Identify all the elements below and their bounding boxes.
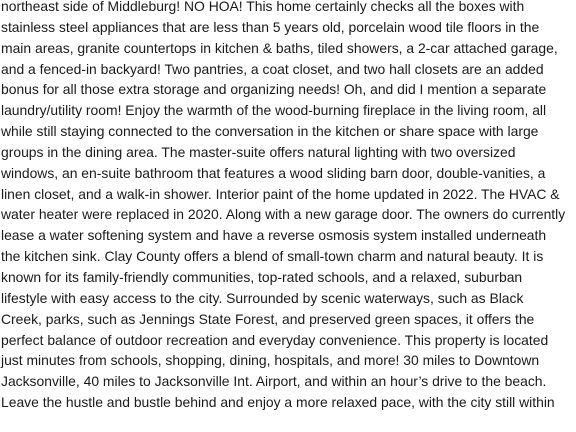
property-description	[1, 0, 576, 413]
description-line: linen closet, and a walk-in shower. Interior paint of the home updated in 2022. The HVAC &	[1, 185, 560, 202]
description-line: groups in the dining area. The master-suite offers natural lighting with two oversized	[1, 143, 516, 160]
description-line: northeast side of Middleburg! NO HOA! This home certainly checks all the boxes with	[1, 0, 525, 14]
description-line: Creek, parks, such as Jennings State Forest, and preserved green spaces, it offers the	[1, 310, 535, 327]
description-line: and a fenced-in backyard! Two pantries, a coat closet, and two hall closets are an added	[1, 60, 544, 77]
description-line: while still staying connected to the conversation in the kitchen or share space with large	[1, 123, 539, 140]
description-line: just minutes from schools, shopping, dining, hospitals, and more! 30 miles to Downtown	[1, 352, 540, 369]
description-line: windows, an en-suite bathroom that features a wood sliding barn door, double-vanities, a	[1, 164, 546, 181]
description-line: the kitchen sink. Clay County offers a blend of small-town charm and natural beauty. It is	[1, 248, 544, 265]
description-line: lease a water softening system and have a reverse osmosis system installed underneath	[1, 227, 547, 244]
description-line: main areas, granite countertops in kitchen & baths, tiled showers, a 2-car attached garage,	[1, 39, 558, 56]
description-line: lifestyle with easy access to the city. Surrounded by scenic waterways, such as Black	[1, 289, 524, 306]
description-line: Jacksonville, 40 miles to Jacksonville Int. Airport, and within an hour’s drive to the beach.	[1, 373, 547, 390]
description-line: Leave the hustle and bustle behind and enjoy a more relaxed pace, with the city still within	[1, 394, 555, 411]
description-line: known for its family-friendly communities, top-rated schools, and a relaxed, suburban	[1, 268, 523, 285]
description-line: stainless steel appliances that are less than 5 years old, porcelain wood tile floors in the	[1, 18, 540, 35]
description-line: laundry/utility room! Enjoy the warmth of the wood-burning fireplace in the living room, all	[1, 102, 547, 119]
description-line: perfect balance of outdoor recreation and everyday convenience. This property is located	[1, 331, 549, 348]
description-line: bonus for all those extra storage and organizing needs! Oh, and did I mention a separate	[1, 81, 547, 98]
description-line: water heater were replaced in 2020. Along with a new garage door. The owners do currently	[1, 206, 566, 223]
